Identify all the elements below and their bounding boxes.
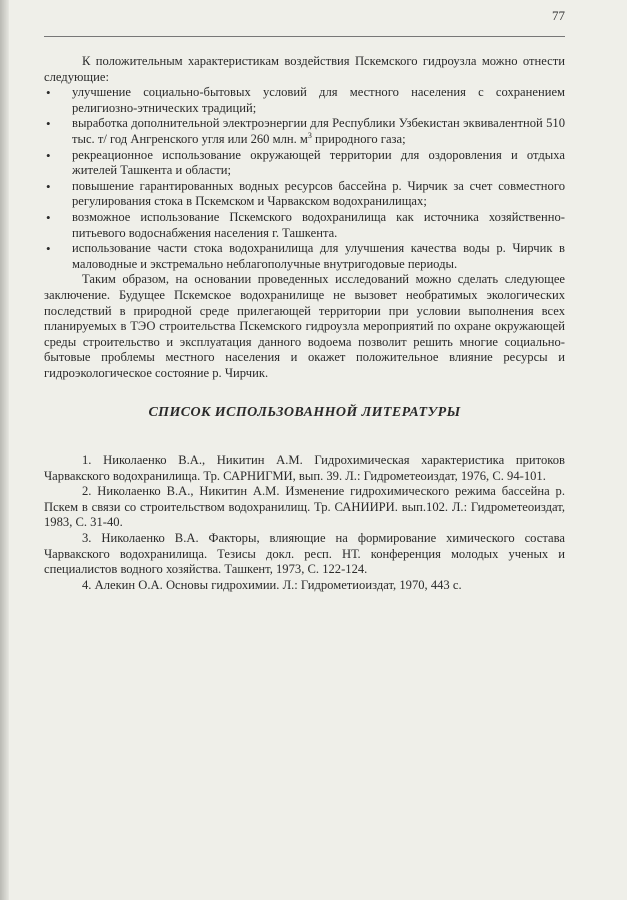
list-item-text: улучшение социально-бытовых условий для местного населения с сохранением религиозно-этнических традиций; [72, 85, 565, 115]
list-item [44, 210, 565, 241]
bullet-icon: • [46, 116, 51, 132]
list-item [44, 85, 565, 116]
reference-item: 2. Николаенко В.А., Никитин А.М. Изменение гидрохимического режима бассейна р. Пскем в связи со строительством водохранилищ. Тр. САНИИРИ. вып.102. Л.: Гидрометеоиздат, 1983, С. 31-40. [44, 484, 565, 530]
reference-item: 1. Николаенко В.А., Никитин А.М. Гидрохимическая характеристика притоков Чарвакского водохранилища. Тр. САРНИГМИ, вып. 39. Л.: Гидрометеоиздат, 1976, С. 94-101. [44, 453, 565, 483]
list-item-text: возможное использование Пскемского водохранилища как источника хозяйственно-питьевого водоснабжения населения г. Ташкента. [72, 209, 565, 240]
reference-item: 4. Алекин О.А. Основы гидрохимии. Л.: Гидрометиоиздат, 1970, 443 с. [82, 577, 462, 592]
page-spine-shadow [0, 0, 9, 900]
effects-list [44, 85, 565, 272]
page-body [44, 54, 565, 593]
bullet-icon: • [46, 241, 51, 257]
list-item-text: выработка дополнительной электроэнергии для Республики Узбекистан эквивалентной 510 тыс. т/ год Ангренского угля или 260 млн. м [72, 116, 565, 146]
conclusion-paragraph: Таким образом, на основании проведенных исследований можно сделать следующее заключение. Будущее Пскемское водохранилище не вызовет необратимых экологических последствий в природной среде прилегающей территории при условии выполнения всех планируемых в ТЭО строительства Пскемского гидроузла мероприятий по охране окружающей среды строительство и эксплуатация данного водоема позволит решить многие социально-бытовые проблемы местного населения и окажет положительное влияние ресурсы и гидроэкологическое состояние р. Чирчик. [44, 272, 565, 380]
list-item [44, 179, 565, 210]
reference-item: 3. Николаенко В.А. Факторы, влияющие на формирование химического состава Чарвакского водохранилища. Тезисы докл. респ. НТ. конференция молодых ученых и специалистов водного хозяйства. Ташкент, 1973, С. 122-124. [44, 531, 565, 577]
list-item [44, 148, 565, 179]
list-item-text: повышение гарантированных водных ресурсов бассейна р. Чирчик за счет совместного регулирования стока в Пскемском и Чарвакском водохранилищах; [72, 178, 565, 209]
bullet-icon: • [46, 178, 51, 194]
header-rule [44, 36, 565, 37]
page-number: 77 [552, 8, 565, 23]
list-item [44, 116, 565, 147]
intro-paragraph: К положительным характеристикам воздействия Пскемского гидроузла можно отнести следующие: [44, 54, 565, 84]
list-item-text: рекреационное использование окружающей территории для оздоровления и отдыха жителей Ташкента и области; [72, 147, 565, 178]
list-item-text: использование части стока водохранилища для улучшения качества воды р. Чирчик в маловодные и экстремально неблагополучные внутригодовые периоды. [72, 241, 565, 271]
bullet-icon: • [46, 209, 51, 225]
bullet-icon: • [46, 85, 51, 101]
references-list [44, 453, 565, 593]
list-item-text-tail: природного газа; [311, 131, 406, 146]
list-item [44, 241, 565, 272]
superscript: 3 [307, 130, 312, 140]
references-title: СПИСОК ИСПОЛЬЗОВАННОЙ ЛИТЕРАТУРЫ [148, 405, 461, 421]
bullet-icon: • [46, 147, 51, 163]
